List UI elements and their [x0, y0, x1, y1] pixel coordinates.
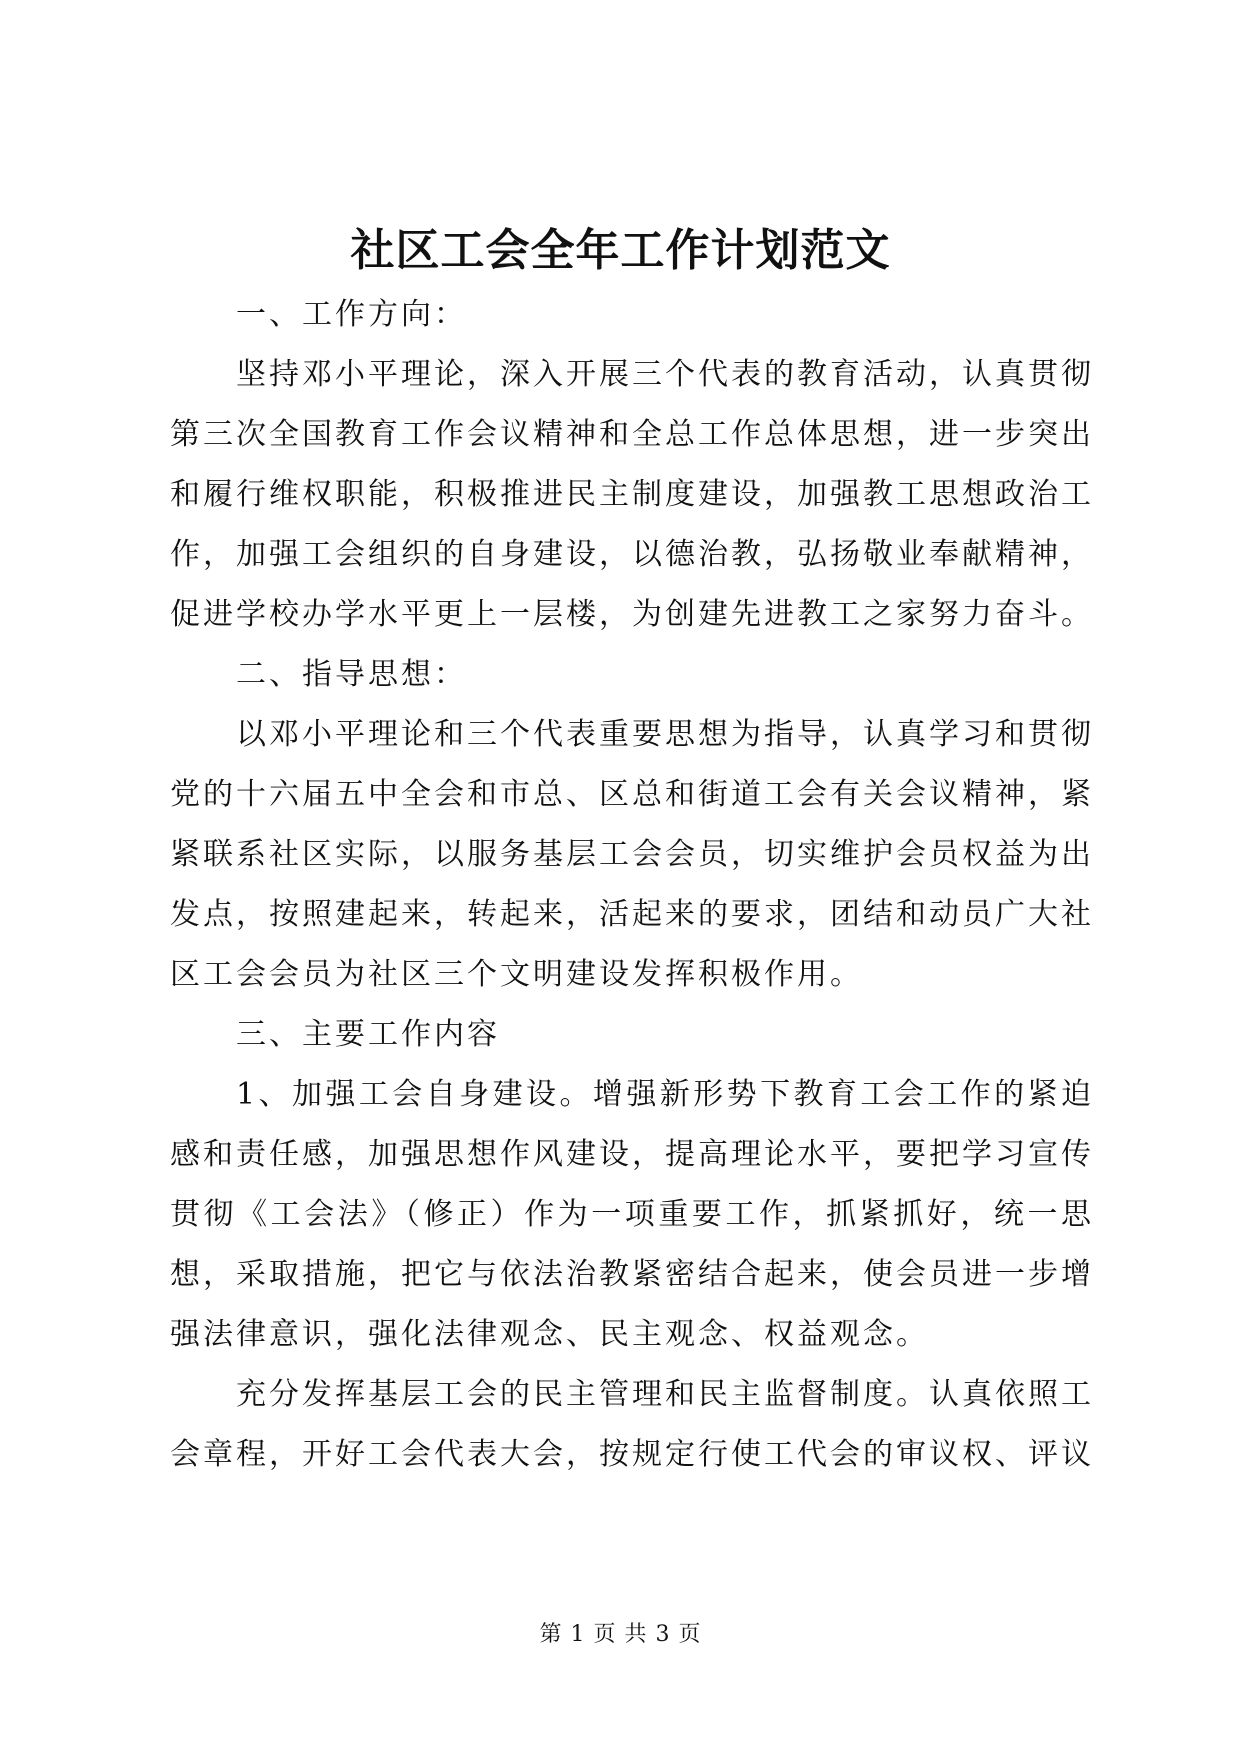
document-title: 社区工会全年工作计划范文: [350, 225, 891, 276]
document-body: [170, 285, 1094, 1485]
paragraph-self-construction: 1、加强工会自身建设。增强新形势下教育工会工作的紧迫感和责任感，加强思想作风建设，提高理论水平，要把学习宣传贯彻《工会法》（修正）作为一项重要工作，抓紧抓好，统一思想，采取措施，把它与依法治教紧密结合起来，使会员进一步增强法律意识，强化法律观念、民主观念、权益观念。: [170, 1077, 1094, 1352]
section-heading-guiding-thought: 二、指导思想：: [236, 657, 467, 692]
paragraph-democratic-management: 充分发挥基层工会的民主管理和民主监督制度。认真依照工会章程，开好工会代表大会，按规定行使工代会的审议权、评议: [170, 1377, 1094, 1472]
paragraph-direction: 坚持邓小平理论，深入开展三个代表的教育活动，认真贯彻第三次全国教育工作会议精神和全总工作总体思想，进一步突出和履行维权职能，积极推进民主制度建设，加强教工思想政治工作，加强工会组织的自身建设，以德治教，弘扬敬业奉献精神，促进学校办学水平更上一层楼，为创建先进教工之家努力奋斗。: [170, 357, 1094, 632]
page-number-footer: 第 1 页 共 3 页: [539, 1622, 702, 1647]
section-heading-direction: 一、工作方向：: [236, 297, 467, 332]
paragraph-guiding-thought: 以邓小平理论和三个代表重要思想为指导，认真学习和贯彻党的十六届五中全会和市总、区总和街道工会有关会议精神，紧紧联系社区实际，以服务基层工会会员，切实维护会员权益为出发点，按照建起来，转起来，活起来的要求，团结和动员广大社区工会会员为社区三个文明建设发挥积极作用。: [170, 717, 1094, 992]
section-heading-main-content: 三、主要工作内容: [236, 1017, 500, 1052]
